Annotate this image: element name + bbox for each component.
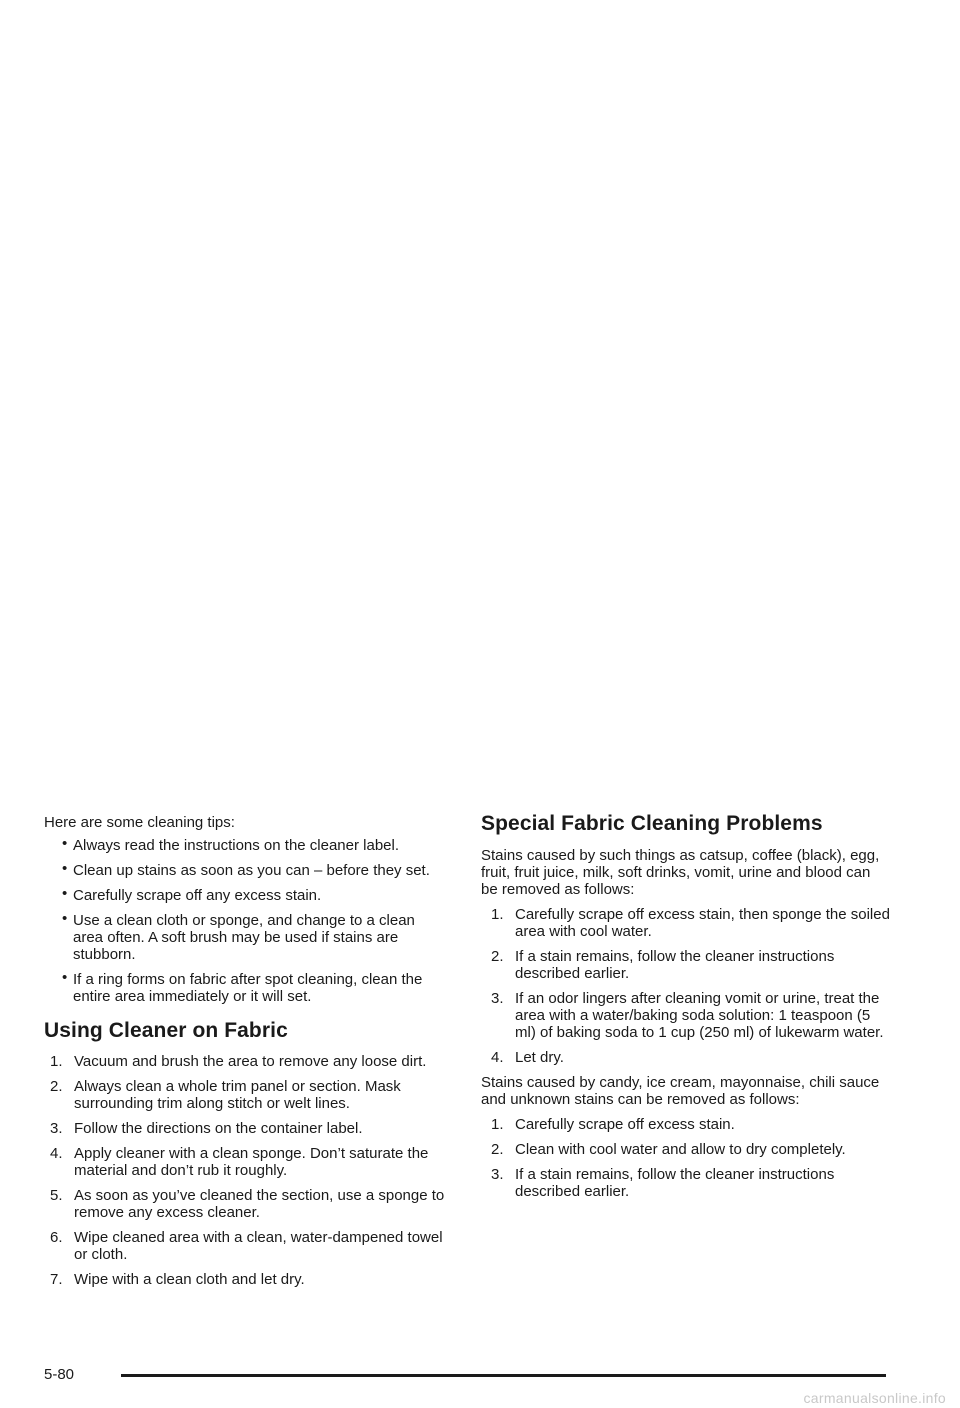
watermark: carmanualsonline.info	[803, 1390, 946, 1406]
list-item	[491, 1116, 891, 1133]
step-text: Wipe with a clean cloth and let dry.	[74, 1271, 305, 1288]
step-number: 6.	[50, 1229, 63, 1246]
step-number: 1.	[50, 1053, 63, 1070]
list-item	[491, 948, 891, 982]
step-text: Carefully scrape off excess stain, then sponge the soiled area with cool water.	[515, 906, 890, 940]
using-cleaner-steps	[44, 1053, 448, 1288]
list-item: • Carefully scrape off any excess stain.	[73, 887, 448, 904]
list-item	[50, 1271, 448, 1288]
list-item	[491, 906, 891, 940]
step-number: 3.	[50, 1120, 63, 1137]
step-number: 1.	[491, 1116, 504, 1133]
stains-paragraph-1: Stains caused by such things as catsup, coffee (black), egg, fruit, fruit juice, milk, soft drinks, vomit, urine and blood can be removed as follows:	[481, 847, 880, 898]
special-steps-2	[481, 1116, 891, 1200]
step-text: If a stain remains, follow the cleaner instructions described earlier.	[515, 948, 835, 982]
step-text: Clean with cool water and allow to dry completely.	[515, 1141, 846, 1158]
list-item: • Clean up stains as soon as you can – before they set.	[73, 862, 448, 879]
list-item	[491, 1166, 891, 1200]
left-column	[44, 814, 448, 1296]
section-heading-special-problems: Special Fabric Cleaning Problems	[481, 812, 823, 835]
list-item: • If a ring forms on fabric after spot cleaning, clean the entire area immediately or it will set.	[73, 971, 448, 1005]
step-number: 2.	[50, 1078, 63, 1095]
stains-paragraph-2: Stains caused by candy, ice cream, mayonnaise, chili sauce and unknown stains can be removed as follows:	[481, 1074, 880, 1108]
step-number: 2.	[491, 948, 504, 965]
list-item: • Always read the instructions on the cleaner label.	[73, 837, 448, 854]
step-text: As soon as you’ve cleaned the section, use a sponge to remove any excess cleaner.	[74, 1187, 445, 1221]
list-item	[50, 1145, 448, 1179]
list-item: • Use a clean cloth or sponge, and change to a clean area often. A soft brush may be used if stains are stubborn.	[73, 912, 448, 963]
step-number: 3.	[491, 1166, 504, 1183]
step-text: Wipe cleaned area with a clean, water-dampened towel or cloth.	[74, 1229, 443, 1263]
step-number: 3.	[491, 990, 504, 1007]
page-number: 5-80	[44, 1366, 75, 1383]
special-steps-1	[481, 906, 891, 1066]
step-text: Vacuum and brush the area to remove any loose dirt.	[74, 1053, 427, 1070]
right-column	[481, 812, 891, 1208]
list-item	[491, 1049, 891, 1066]
list-item	[50, 1187, 448, 1221]
step-text: Carefully scrape off excess stain.	[515, 1116, 735, 1133]
step-text: Apply cleaner with a clean sponge. Don’t saturate the material and don’t rub it roughly.	[74, 1145, 429, 1179]
cleaning-tips-list	[44, 837, 448, 1005]
step-text: If a stain remains, follow the cleaner instructions described earlier.	[515, 1166, 835, 1200]
step-text: Always clean a whole trim panel or section. Mask surrounding trim along stitch or welt lines.	[74, 1078, 401, 1112]
step-text: Let dry.	[515, 1049, 564, 1066]
list-item	[491, 990, 891, 1041]
step-text: Follow the directions on the container label.	[74, 1120, 363, 1137]
list-item	[50, 1120, 448, 1137]
step-number: 7.	[50, 1271, 63, 1288]
footer-divider	[121, 1374, 886, 1377]
cleaning-tips-intro: Here are some cleaning tips:	[44, 814, 235, 831]
step-number: 4.	[491, 1049, 504, 1066]
step-number: 1.	[491, 906, 504, 923]
list-item	[50, 1229, 448, 1263]
step-number: 4.	[50, 1145, 63, 1162]
step-text: If an odor lingers after cleaning vomit or urine, treat the area with a water/baking soda solution: 1 teaspoon (5 ml) of baking soda to 1 cup (250 ml) of lukewarm water.	[515, 990, 884, 1041]
step-number: 5.	[50, 1187, 63, 1204]
list-item	[50, 1053, 448, 1070]
section-heading-using-cleaner: Using Cleaner on Fabric	[44, 1019, 288, 1042]
step-number: 2.	[491, 1141, 504, 1158]
list-item	[50, 1078, 448, 1112]
list-item	[491, 1141, 891, 1158]
